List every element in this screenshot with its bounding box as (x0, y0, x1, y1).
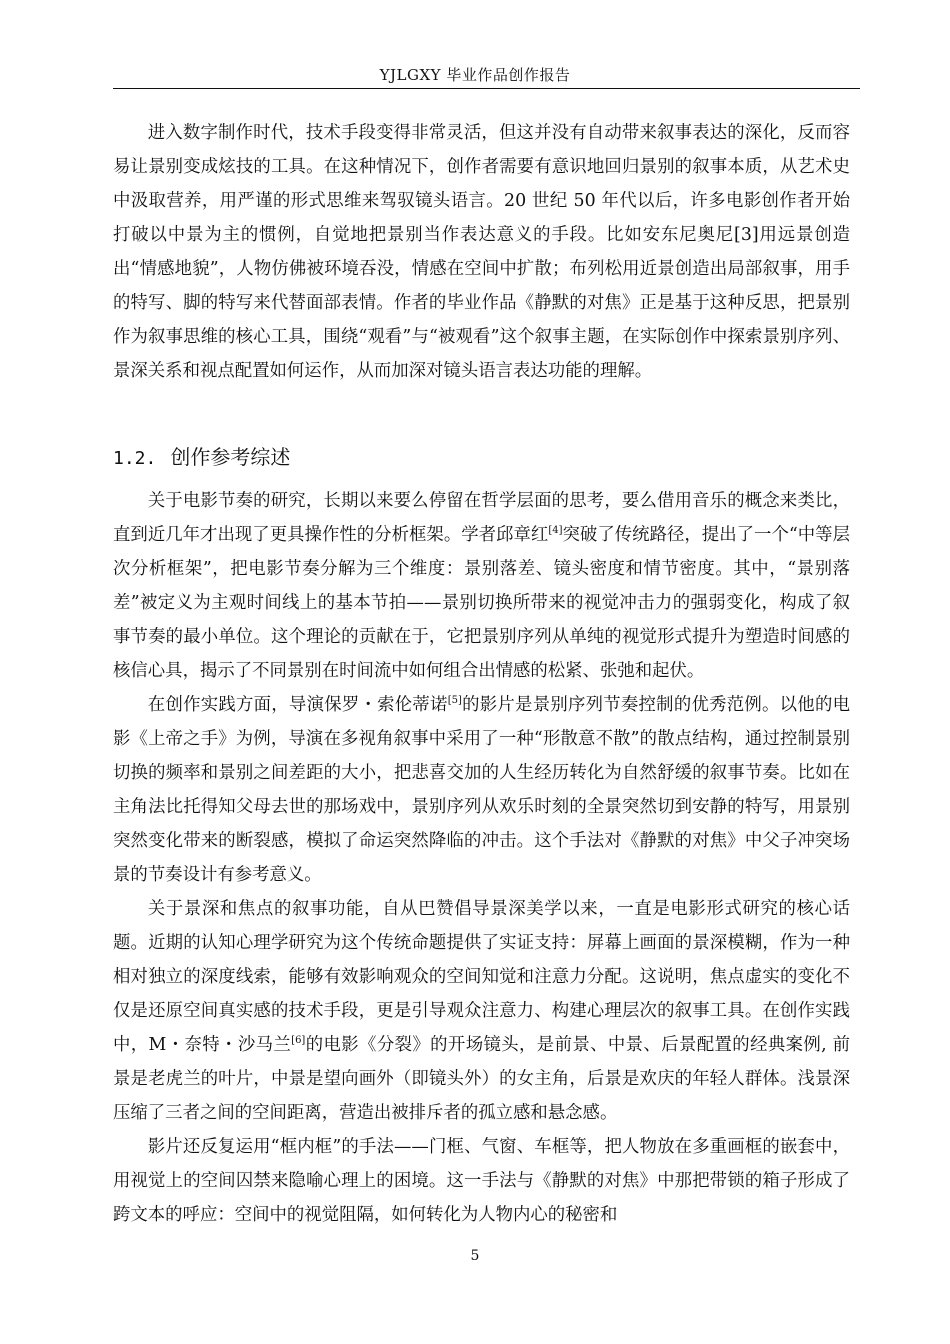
citation-ref[interactable]: [6] (291, 1035, 306, 1047)
citation-ref[interactable]: [5] (447, 695, 462, 707)
paragraph-text: 关于电影节奏的研究，长期以来要么停留在哲学层面的思考，要么借用音乐的概念来类比，直到近几年才出现了更具操作性的分析框架。学者邱章红 (113, 491, 850, 545)
section-title: 创作参考综述 (170, 445, 291, 469)
section-number: 1.2. (113, 448, 157, 469)
section-body (113, 484, 850, 1232)
paragraph-sorrentino (113, 688, 850, 892)
paragraph-text: 关于景深和焦点的叙事功能，自从巴赞倡导景深美学以来，一直是电影形式研究的核心话题。近期的认知心理学研究为这个传统命题提供了实证支持：屏幕上画面的景深模糊，作为一种相对独立的深度线索，能够有效影响观众的空间知觉和注意力分配。这说明，焦点虚实的变化不仅是还原空间真实感的技术手段，更是引导观众注意力、构建心理层次的叙事工具。在创作实践中，M・奈特・沙马兰 (113, 899, 850, 1055)
page-number: 5 (470, 1248, 480, 1264)
section-heading (113, 440, 290, 476)
paragraph-rhythm (113, 484, 850, 688)
intro-section (113, 116, 850, 388)
paragraph-text: 的电影《分裂》的开场镜头，是前景、中景、后景配置的经典案例, 前景是老虎兰的叶片，中景是望向画外（即镜头外）的女主角，后景是欢庆的年轻人群体。浅景深压缩了三者之间的空间距离，营造出被排斥者的孤立感和悬念感。 (113, 1035, 851, 1123)
paragraph-text: 的影片是景别序列节奏控制的优秀范例。以他的电影《上帝之手》为例，导演在多视角叙事中采用了一种“形散意不散”的散点结构，通过控制景别切换的频率和景别之间差距的大小，把悲喜交加的人生经历转化为自然舒缓的叙事节奏。比如在主角法比托得知父母去世的那场戏中，景别序列从欢乐时刻的全景突然切到安静的特写，用景别突然变化带来的断裂感，模拟了命运突然降临的冲击。这个手法对《静默的对焦》中父子冲突场景的节奏设计有参考意义。 (113, 695, 850, 885)
paragraph-depth-of-field (113, 892, 850, 1130)
intro-paragraph: 进入数字制作时代，技术手段变得非常灵活，但这并没有自动带来叙事表达的深化，反而容易让景别变成炫技的工具。在这种情况下，创作者需要有意识地回归景别的叙事本质，从艺术史中汲取营养，用严谨的形式思维来驾驭镜头语言。20 世纪 50 年代以后，许多电影创作者开始打破以中景为主的惯例，自觉地把景别当作表达意义的手段。比如安东尼奥尼[3]用远景创造出“情感地貌”，人物仿佛被环境吞没，情感在空间中扩散；布列松用近景创造出局部叙事，用手的特写、脚的特写来代替面部表情。作者的毕业作品《静默的对焦》正是基于这种反思，把景别作为叙事思维的核心工具，围绕“观看”与“被观看”这个叙事主题，在实际创作中探索景别序列、景深关系和视点配置如何运作，从而加深对镜头语言表达功能的理解。 (113, 123, 850, 381)
paragraph-text: 在创作实践方面，导演保罗・索伦蒂诺 (147, 695, 448, 715)
header-title: YJLGXY 毕业作品创作报告 (379, 66, 571, 84)
paragraph-frame-within-frame: 影片还反复运用“框内框”的手法——门框、气窗、车框等，把人物放在多重画框的嵌套中，用视觉上的空间囚禁来隐喻心理上的困境。这一手法与《静默的对焦》中那把带锁的箱子形成了跨文本的呼应：空间中的视觉阻隔，如何转化为人物内心的秘密和 (113, 1137, 850, 1225)
citation-ref[interactable]: [4] (548, 525, 563, 537)
header-divider (113, 88, 860, 89)
paragraph-text: 突破了传统路径，提出了一个“中等层次分析框架”，把电影节奏分解为三个维度：景别落差、镜头密度和情节密度。其中，“景别落差”被定义为主观时间线上的基本节拍——景别切换所带来的视觉冲击力的强弱变化，构成了叙事节奏的最小单位。这个理论的贡献在于，它把景别序列从单纯的视觉形式提升为塑造时间感的核信心具，揭示了不同景别在时间流中如何组合出情感的松紧、张弛和起伏。 (113, 525, 850, 681)
